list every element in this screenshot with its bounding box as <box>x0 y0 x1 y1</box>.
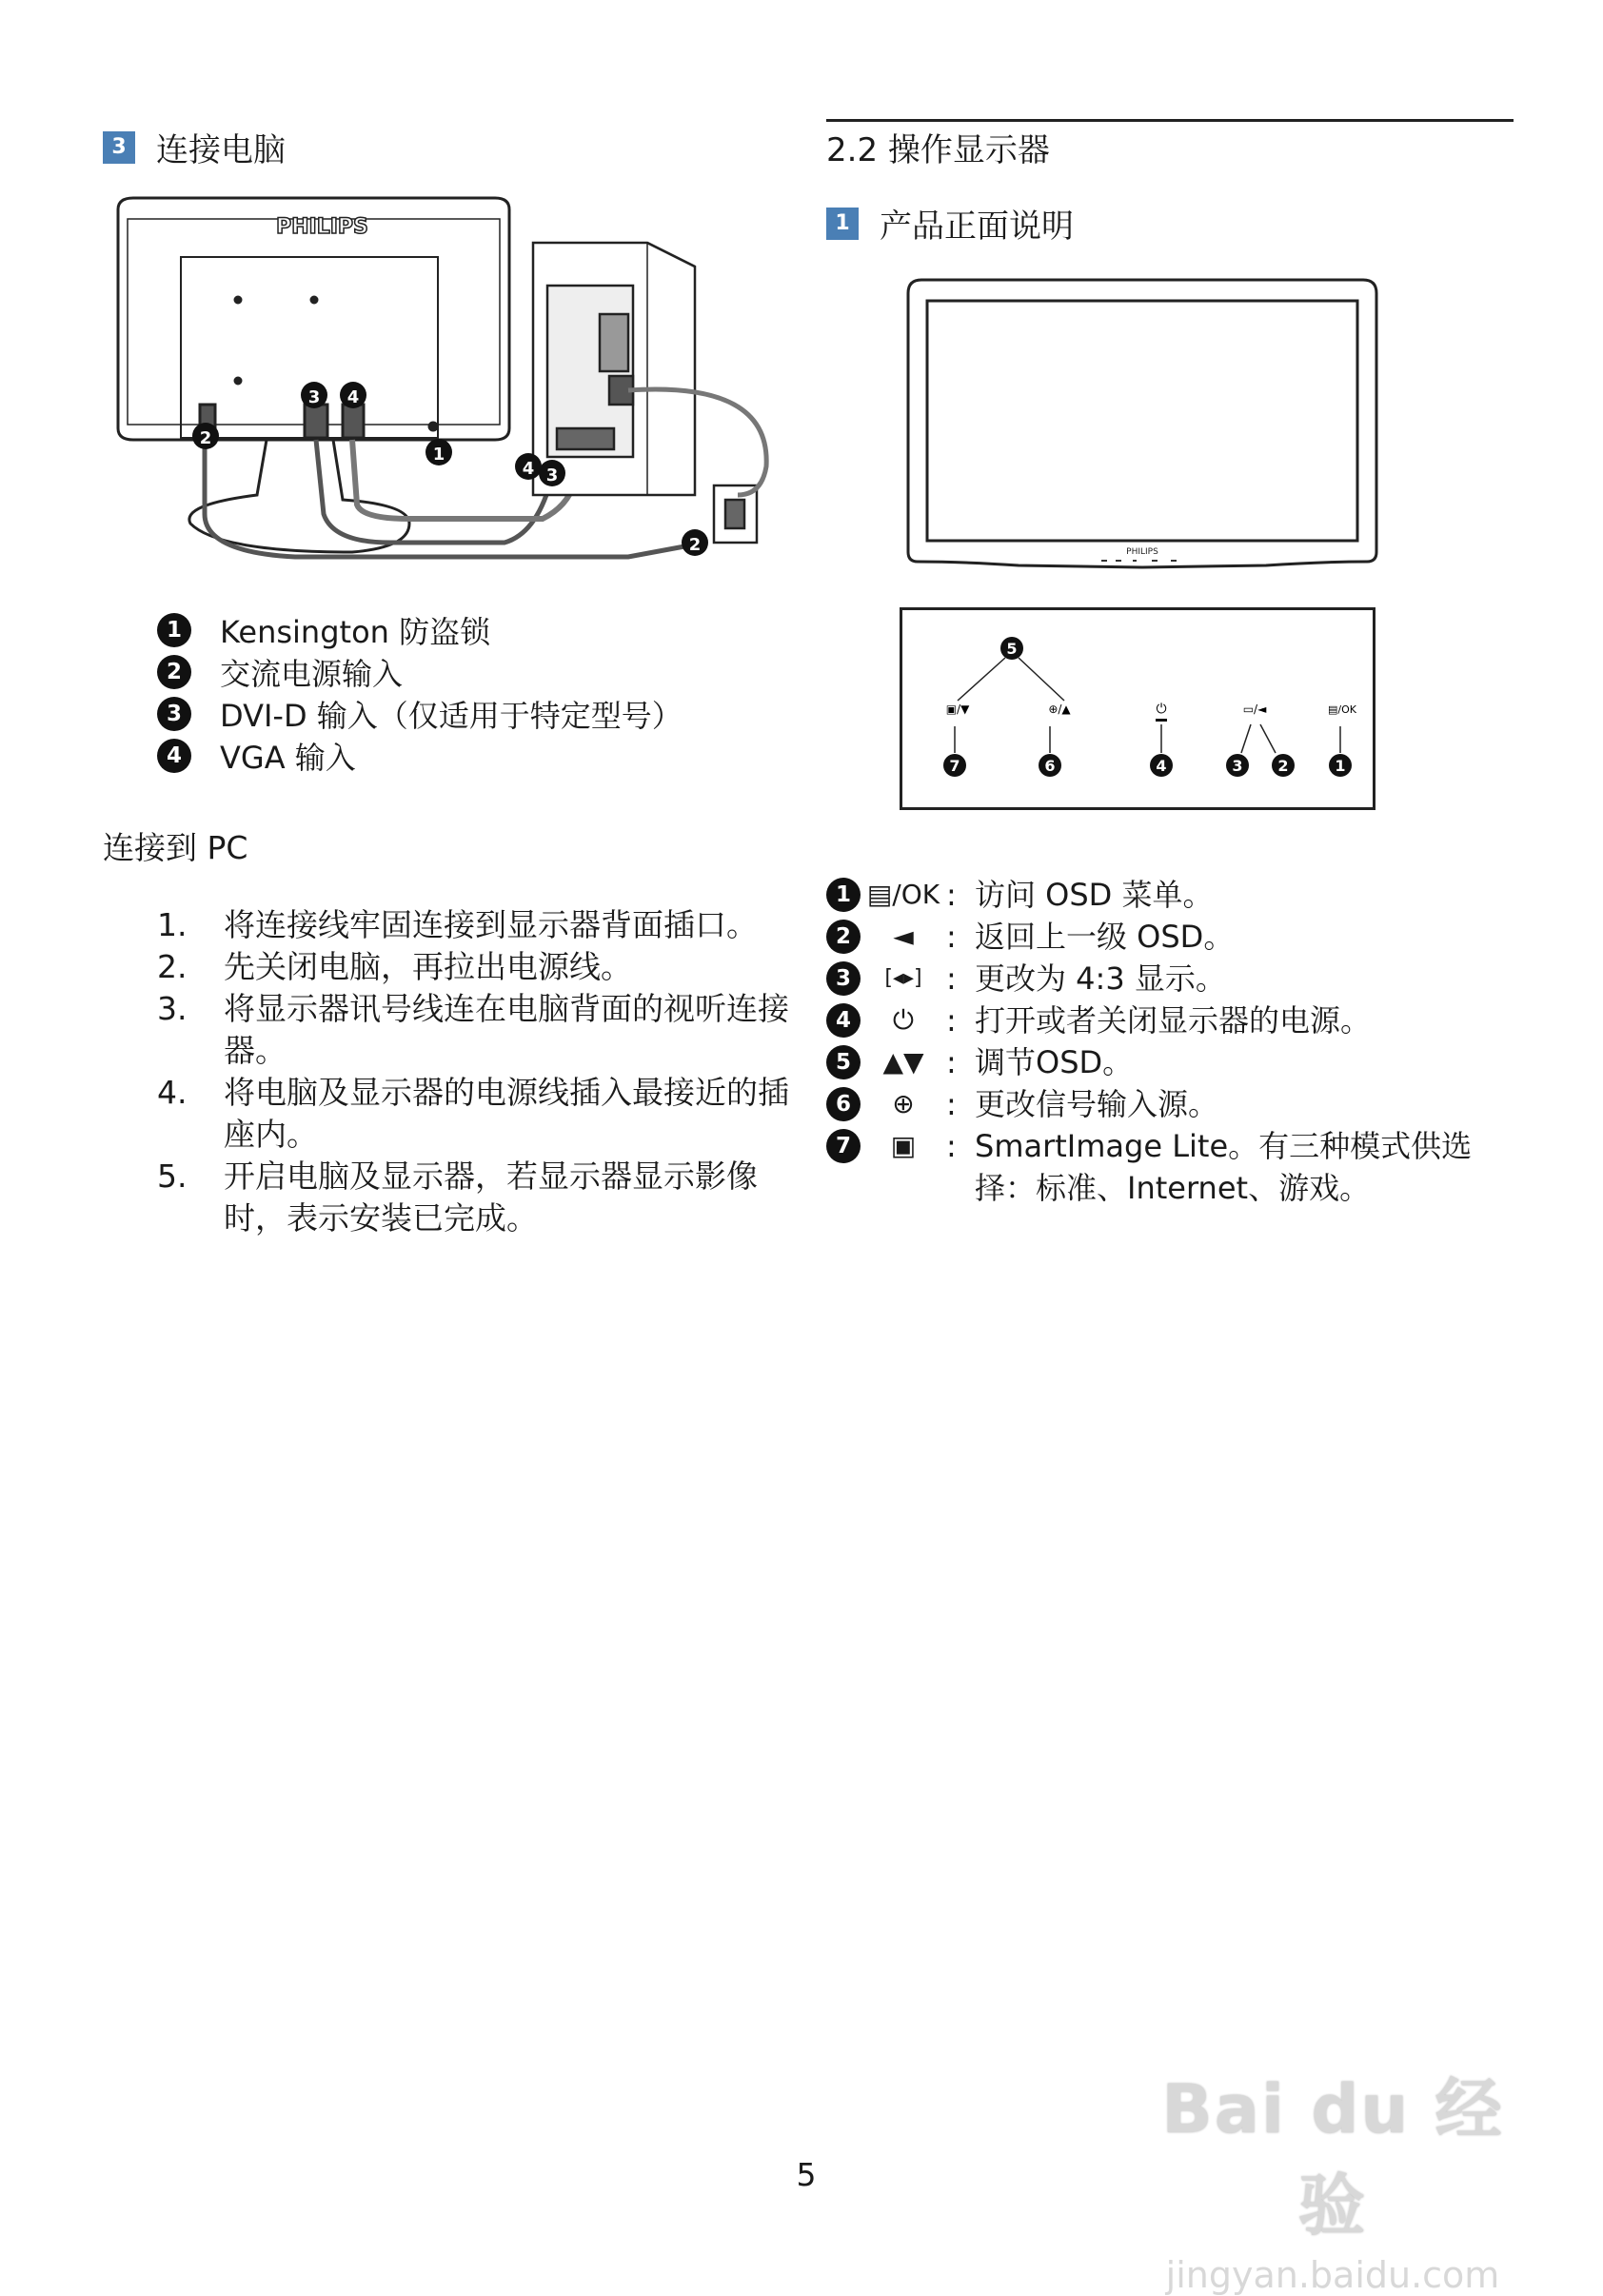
step-item: 1. 将连接线牢固连接到显示器背面插口。 <box>157 906 758 943</box>
aspect-ratio-icon: [◂▸] <box>884 966 922 990</box>
control-item: 1 ▤/OK : 访问 OSD 菜单。 <box>826 874 1521 916</box>
control-item: 4 ⏻ : 打开或者关闭显示器的电源。 <box>826 1000 1521 1041</box>
panel-button-label: ▤/OK <box>1328 703 1356 716</box>
panel-button-label: ▭/◄ <box>1242 703 1267 716</box>
step-item: 2. 先关闭电脑，再拉出电源线。 <box>157 948 632 985</box>
connection-steps <box>157 904 795 1239</box>
panel-callout-7: 7 <box>949 757 960 775</box>
section-number: 1 <box>826 208 859 240</box>
smartimage-icon: ▣ <box>890 1130 917 1161</box>
callout-2-outlet: 2 <box>688 535 702 555</box>
osd-menu-icon: ▤/OK <box>866 879 940 910</box>
legend-item: 3 DVI-D 输入（仅适用于特定型号） <box>157 693 683 735</box>
chapter-title: 2.2 操作显示器 <box>826 131 1050 169</box>
connector-legend <box>157 609 683 777</box>
control-item: 2 ◄ : 返回上一级 OSD。 <box>826 916 1521 958</box>
page-number: 5 <box>796 2156 817 2193</box>
panel-callout-2: 2 <box>1277 757 1289 775</box>
callout-3: 3 <box>307 387 321 407</box>
button-panel-closeup <box>900 607 1375 810</box>
chapter-rule <box>826 119 1514 122</box>
section-heading-connect <box>103 124 286 170</box>
panel-callout-4: 4 <box>1156 757 1167 775</box>
control-item: 6 ⊕ : 更改信号输入源。 <box>826 1083 1521 1125</box>
control-item: 7 ▣ : SmartImage Lite。有三种模式供选择：标准、Internet、游戏。 <box>826 1125 1521 1209</box>
control-item: 3 [◂▸] : 更改为 4:3 显示。 <box>826 958 1521 1000</box>
section-heading-front <box>826 200 1074 247</box>
callout-1: 1 <box>432 445 445 465</box>
step-item: 4. 将电脑及显示器的电源线插入最接近的插座内。 <box>157 1074 789 1153</box>
callout-4: 4 <box>346 387 360 407</box>
panel-button-label: ⊕/▲ <box>1048 703 1071 716</box>
panel-callout-6: 6 <box>1044 757 1056 775</box>
section-title: 连接电脑 <box>156 131 286 169</box>
connect-pc-title: 连接到 PC <box>103 829 248 866</box>
section-number: 3 <box>103 131 135 164</box>
step-item: 3. 将显示器讯号线连在电脑背面的视听连接器。 <box>157 990 789 1069</box>
panel-callout-5: 5 <box>1006 640 1018 658</box>
back-arrow-icon: ◄ <box>893 920 914 952</box>
section-title: 产品正面说明 <box>880 208 1074 246</box>
controls-list <box>826 874 1521 1209</box>
power-icon: ⏻ <box>892 1004 915 1036</box>
baidu-watermark <box>1142 2056 1523 2296</box>
legend-item: 2 交流电源输入 <box>157 651 683 693</box>
monitor-brand: PHILIPS <box>1126 547 1158 557</box>
connection-diagram <box>105 190 790 581</box>
panel-button-label: ▣/▼ <box>945 703 970 716</box>
step-item: 5. 开启电脑及显示器，若显示器显示影像时，表示安装已完成。 <box>157 1158 758 1237</box>
up-down-icon: ▲▼ <box>882 1046 924 1078</box>
legend-item: 1 Kensington 防盗锁 <box>157 609 683 651</box>
callout-3-pc: 3 <box>545 465 559 485</box>
watermark-url: jingyan.baidu.com <box>1165 2254 1500 2296</box>
brand-logo: PHILIPS <box>276 215 368 239</box>
monitor-front-illustration <box>904 276 1380 585</box>
callout-4-pc: 4 <box>522 459 535 479</box>
panel-callout-3: 3 <box>1232 757 1243 775</box>
watermark-brand: Bai du 经验 <box>1161 2070 1504 2245</box>
callout-2: 2 <box>199 428 212 448</box>
control-item: 5 ▲▼ : 调节OSD。 <box>826 1041 1521 1083</box>
panel-callout-1: 1 <box>1335 757 1346 775</box>
panel-button-label: ⏻ <box>1156 702 1167 717</box>
input-source-icon: ⊕ <box>892 1088 915 1119</box>
legend-item: 4 VGA 输入 <box>157 735 683 777</box>
